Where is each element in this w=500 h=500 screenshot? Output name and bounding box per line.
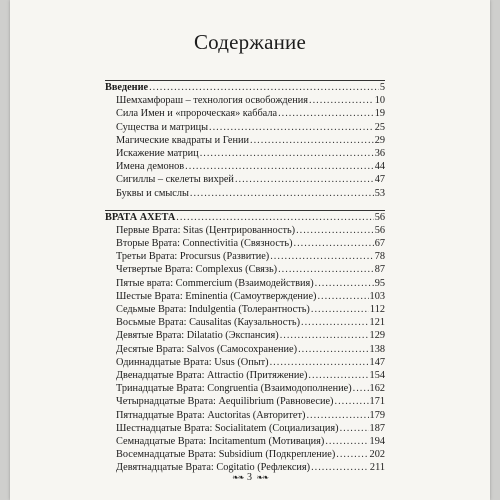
dot-leader [280, 329, 369, 342]
folio-right-ornament: ❧❧ [256, 473, 268, 482]
toc-entry-page: 187 [369, 422, 385, 434]
toc-entry-page: 47 [374, 174, 385, 186]
toc-entry [105, 343, 385, 356]
toc-section-heading-page: 5 [379, 82, 385, 93]
toc-entry-page: 67 [374, 238, 385, 250]
toc-entry-page: 87 [374, 264, 385, 276]
toc-entry-label: Вторые Врата: Connectivitia (Связность) [116, 238, 293, 250]
toc-entry [105, 290, 385, 303]
toc-entry-page: 154 [369, 369, 385, 381]
toc-entry-label: Семнадцатые Врата: Incitamentum (Мотивация) [116, 435, 325, 447]
toc-entry-label: Девятые Врата: Dilatatio (Экспансия) [116, 330, 279, 342]
toc-entry-page: 129 [369, 330, 385, 342]
table-of-contents [105, 80, 385, 474]
dot-leader [311, 303, 369, 316]
toc-entry [105, 277, 385, 290]
dot-leader [336, 448, 368, 461]
toc-entry [105, 121, 385, 134]
toc-entry [105, 409, 385, 422]
toc-section-heading-label: ВРАТА АХЕТА [105, 211, 176, 223]
page-number [10, 472, 490, 483]
toc-entry-label: Пятнадцатые Врата: Auctoritas (Авторитет) [116, 409, 306, 421]
toc-entry [105, 422, 385, 435]
toc-entry [105, 147, 385, 160]
toc-entry [105, 94, 385, 107]
toc-entry-label: Шемхамфораш – технология освобождения [116, 95, 309, 107]
toc-section-heading-page: 56 [374, 211, 385, 223]
folio-left-ornament: ❧❧ [232, 473, 244, 482]
toc-entry-page: 112 [369, 304, 385, 315]
toc-entry-label: Буквы и смыслы [116, 187, 189, 199]
toc-entry-label: Восемнадцатые Врата: Subsidium (Подкрепление) [116, 449, 336, 461]
toc-entry-label: Десятые Врата: Salvos (Самосохранение) [116, 343, 298, 355]
dot-leader [294, 237, 374, 250]
dot-leader [325, 435, 368, 448]
toc-entry-page: 95 [374, 277, 385, 289]
toc-entry [105, 356, 385, 369]
toc-entry [105, 237, 385, 250]
book-page [10, 0, 490, 500]
toc-entry [105, 160, 385, 173]
dot-leader [335, 395, 369, 408]
toc-entry-label: Имена демонов [116, 161, 185, 173]
toc-entry-page: 53 [374, 187, 385, 199]
toc-entry [105, 435, 385, 448]
toc-entry [105, 316, 385, 329]
dot-leader [200, 147, 374, 160]
dot-leader [308, 369, 368, 382]
toc-entry-page: 36 [374, 147, 385, 159]
toc-entry [105, 134, 385, 147]
dot-leader [301, 316, 369, 329]
page-title: Содержание [193, 30, 307, 54]
toc-entry-page: 138 [369, 343, 385, 355]
dot-leader [278, 107, 374, 120]
toc-entry [105, 448, 385, 461]
toc-entry-label: Тринадцатые Врата: Congruentia (Взаимодополнение) [116, 383, 352, 395]
dot-leader [315, 277, 374, 290]
toc-entry [105, 369, 385, 382]
toc-entry-page: 19 [374, 108, 385, 120]
toc-entry [105, 224, 385, 237]
toc-entry-page: 179 [369, 409, 385, 421]
toc-section-heading [105, 210, 385, 224]
toc-entry [105, 395, 385, 408]
toc-entry-label: Сила Имен и «пророческая» каббала [116, 108, 278, 120]
toc-entry [105, 329, 385, 342]
toc-entry-label: Одиннадцатые Врата: Usus (Опыт) [116, 356, 269, 368]
toc-entry-label: Пятые врата: Commercium (Взаимодействия) [116, 277, 314, 289]
dot-leader [306, 409, 368, 422]
dot-leader [340, 422, 369, 435]
toc-section-heading [105, 80, 385, 94]
toc-entry-label: Третьи Врата: Procursus (Развитие) [116, 251, 270, 263]
dot-leader [149, 81, 379, 94]
toc-entry [105, 263, 385, 276]
dot-leader [317, 290, 368, 303]
toc-entry-page: 162 [369, 383, 385, 395]
section-gap [105, 200, 385, 210]
dot-leader [235, 173, 374, 186]
toc-entry-label: Сигиллы – скелеты вихрей [116, 174, 234, 186]
toc-section-heading-label: Введение [105, 82, 149, 93]
toc-entry-label: Четвертые Врата: Complexus (Связь) [116, 264, 278, 276]
dot-leader [298, 343, 368, 356]
toc-entry-label: Шестые Врата: Eminentia (Самоутверждение) [116, 290, 317, 302]
toc-entry-page: 121 [369, 317, 385, 329]
dot-leader [309, 94, 374, 107]
toc-entry-label: Магические квадраты и Гении [116, 134, 250, 146]
toc-entry-label: Двенадцатые Врата: Attractio (Притяжение) [116, 369, 308, 381]
toc-entry-page: 44 [374, 161, 385, 173]
dot-leader [278, 263, 374, 276]
toc-entry [105, 107, 385, 120]
dot-leader [250, 134, 374, 147]
toc-entry-page: 147 [369, 356, 385, 368]
toc-entry [105, 173, 385, 186]
toc-entry-label: Четырнадцатые Врата: Aequilibrium (Равновесие) [116, 396, 334, 408]
dot-leader [270, 250, 373, 263]
folio-number: 3 [247, 472, 253, 483]
toc-entry-page: 211 [369, 462, 385, 474]
toc-entry-label: Седьмые Врата: Indulgentia (Толерантность) [116, 304, 310, 315]
toc-entry-page: 10 [374, 95, 385, 107]
toc-entry-page: 29 [374, 134, 385, 146]
dot-leader [296, 224, 374, 237]
dot-leader [185, 160, 374, 173]
toc-entry-page: 103 [369, 290, 385, 302]
toc-entry-page: 171 [369, 396, 385, 408]
toc-entry-label: Шестнадцатые Врата: Socialitatem (Социализация) [116, 422, 339, 434]
dot-leader [353, 382, 369, 395]
toc-entry-label: Девятнадцатые Врата: Cogitatio (Рефлексия) [116, 462, 311, 474]
dot-leader [270, 356, 369, 369]
dot-leader [190, 187, 374, 200]
dot-leader [209, 121, 374, 134]
toc-entry-page: 194 [369, 435, 385, 447]
toc-entry-label: Восьмые Врата: Causalitas (Каузальность) [116, 317, 300, 329]
toc-entry-page: 202 [369, 449, 385, 461]
toc-entry-page: 56 [374, 224, 385, 236]
toc-entry-label: Искажение матриц [116, 147, 199, 159]
toc-entry-page: 78 [374, 251, 385, 263]
toc-entry [105, 250, 385, 263]
toc-entry [105, 382, 385, 395]
toc-entry [105, 187, 385, 200]
toc-entry-label: Первые Врата: Sitas (Центрированность) [116, 224, 296, 236]
dot-leader [176, 211, 373, 224]
toc-entry [105, 303, 385, 316]
toc-entry-label: Существа и матрицы [116, 121, 209, 133]
toc-entry-page: 25 [374, 121, 385, 133]
